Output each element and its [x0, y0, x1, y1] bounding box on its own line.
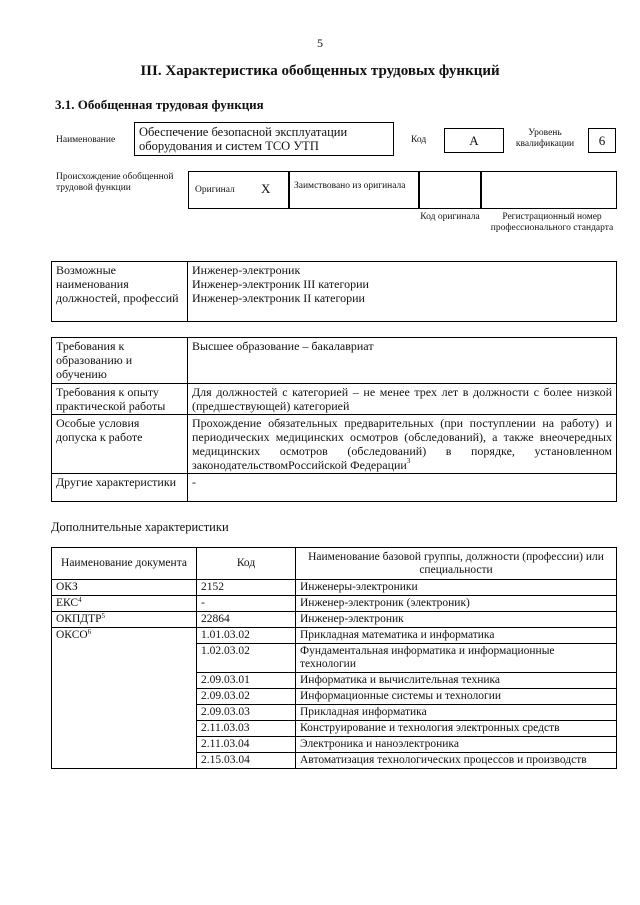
function-name-box: [134, 122, 394, 156]
requirement-label: Требования к опыту практической работы: [52, 384, 188, 415]
name-cell: Прикладная информатика: [296, 705, 617, 721]
requirement-label: Другие характеристики: [52, 474, 188, 502]
code-cell: 2.11.03.04: [197, 737, 296, 753]
level-box: [588, 128, 616, 153]
position-item: Инженер-электроник II категории: [192, 291, 365, 305]
name-cell: Конструирование и технология электронных средств: [296, 721, 617, 737]
subsection-title: 3.1. Обобщенная трудовая функция: [55, 97, 264, 112]
origin-label: Происхождение обобщенной трудовой функции: [56, 172, 174, 193]
name-cell: Инженер-электроник (электроник): [296, 596, 617, 612]
doc-cell: [52, 580, 197, 596]
name-cell: Информатика и вычислительная техника: [296, 673, 617, 689]
positions-list: [188, 262, 617, 322]
code-original-cell: [419, 171, 481, 209]
name-cell: Прикладная математика и информатика: [296, 628, 617, 644]
position-item: Инженер-электроник III категории: [192, 277, 369, 291]
name-cell: Инженер-электроник: [296, 612, 617, 628]
code-cell: 1.01.03.02: [197, 628, 296, 644]
requirement-label: Требования к образованию и обучению: [52, 338, 188, 384]
name-cell: Информационные системы и технологии: [296, 689, 617, 705]
original-label: Оригинал: [195, 185, 235, 195]
name-label: Наименование: [56, 135, 116, 145]
name-cell: Инженеры-электроники: [296, 580, 617, 596]
doc-name: ОКПДТР: [56, 613, 102, 625]
code-cell: -: [197, 596, 296, 612]
code-cell: 22864: [197, 612, 296, 628]
code-label: Код: [411, 135, 427, 145]
doc-cell: [52, 596, 197, 612]
doc-cell: [52, 628, 197, 769]
doc-name: ОКСО: [56, 629, 88, 641]
section-title: III. Характеристика обобщенных трудовых функций: [140, 63, 500, 79]
original-cell: [188, 171, 289, 209]
code-cell: 2.11.03.03: [197, 721, 296, 737]
code-cell: 2.09.03.02: [197, 689, 296, 705]
function-name: Обеспечение безопасной эксплуатации оборудования и систем ТСО УТП: [139, 125, 348, 153]
footnote-ref: 3: [406, 457, 411, 465]
original-mark: Х: [261, 181, 271, 196]
requirement-value: Высшее образование – бакалавриат: [188, 338, 617, 384]
code-cell: 1.02.03.02: [197, 644, 296, 673]
name-cell: Фундаментальная информатика и информационные технологии: [296, 644, 617, 673]
level-label: Уровень квалификации: [515, 128, 575, 149]
reg-number-caption: Регистрационный номер профессионального стандарта: [490, 212, 614, 233]
footnote-ref: 4: [78, 596, 82, 604]
positions-table: [51, 261, 617, 322]
code-cell: 2.09.03.01: [197, 673, 296, 689]
table-row: [52, 580, 617, 596]
doc-cell: [52, 612, 197, 628]
name-cell: Электроника и наноэлектроника: [296, 737, 617, 753]
requirement-value-cell: [188, 415, 617, 474]
code-cell: 2.09.03.03: [197, 705, 296, 721]
header-cell: Код: [197, 548, 296, 580]
level-value: 6: [598, 133, 606, 148]
requirement-value: Прохождение обязательных предварительных (при поступлении на работу) и периодических медицинских осмотров (обследований), а также внеочередных медицинских осмотров (обследований) в порядке, установленном законодательствомРоссийской Федерации: [192, 416, 612, 472]
code-cell: 2.15.03.04: [197, 753, 296, 769]
positions-label: Возможные наименования должностей, профессий: [52, 262, 188, 322]
header-cell: Наименование документа: [52, 548, 197, 580]
code-value: А: [469, 133, 479, 148]
table-row: [52, 612, 617, 628]
additional-title: Дополнительные характеристики: [51, 520, 229, 534]
footnote-ref: 5: [101, 612, 106, 620]
doc-name: ОКЗ: [56, 581, 78, 593]
code-box: [444, 128, 504, 153]
requirement-value: Для должностей с категорией – не менее трех лет в должности с более низкой (предшествующей) категорией: [188, 384, 617, 415]
table-row: [52, 596, 617, 612]
name-cell: Автоматизация технологических процессов и производств: [296, 753, 617, 769]
reg-number-cell: [481, 171, 617, 209]
position-item: Инженер-электроник: [192, 263, 301, 277]
doc-name: ЕКС: [56, 597, 79, 609]
footnote-ref: 6: [87, 628, 92, 636]
requirement-label: Особые условия допуска к работе: [52, 415, 188, 474]
code-original-caption: Код оригинала: [420, 212, 480, 222]
additional-table: [51, 547, 617, 769]
header-cell: Наименование базовой группы, должности (профессии) или специальности: [296, 548, 617, 580]
requirements-table: [51, 337, 617, 502]
table-row: [52, 628, 617, 644]
code-cell: 2152: [197, 580, 296, 596]
requirement-value: -: [188, 474, 617, 502]
borrowed-label: Заимствовано из оригинала: [294, 181, 406, 191]
borrowed-cell: [289, 171, 419, 209]
page-number: 5: [317, 36, 323, 50]
